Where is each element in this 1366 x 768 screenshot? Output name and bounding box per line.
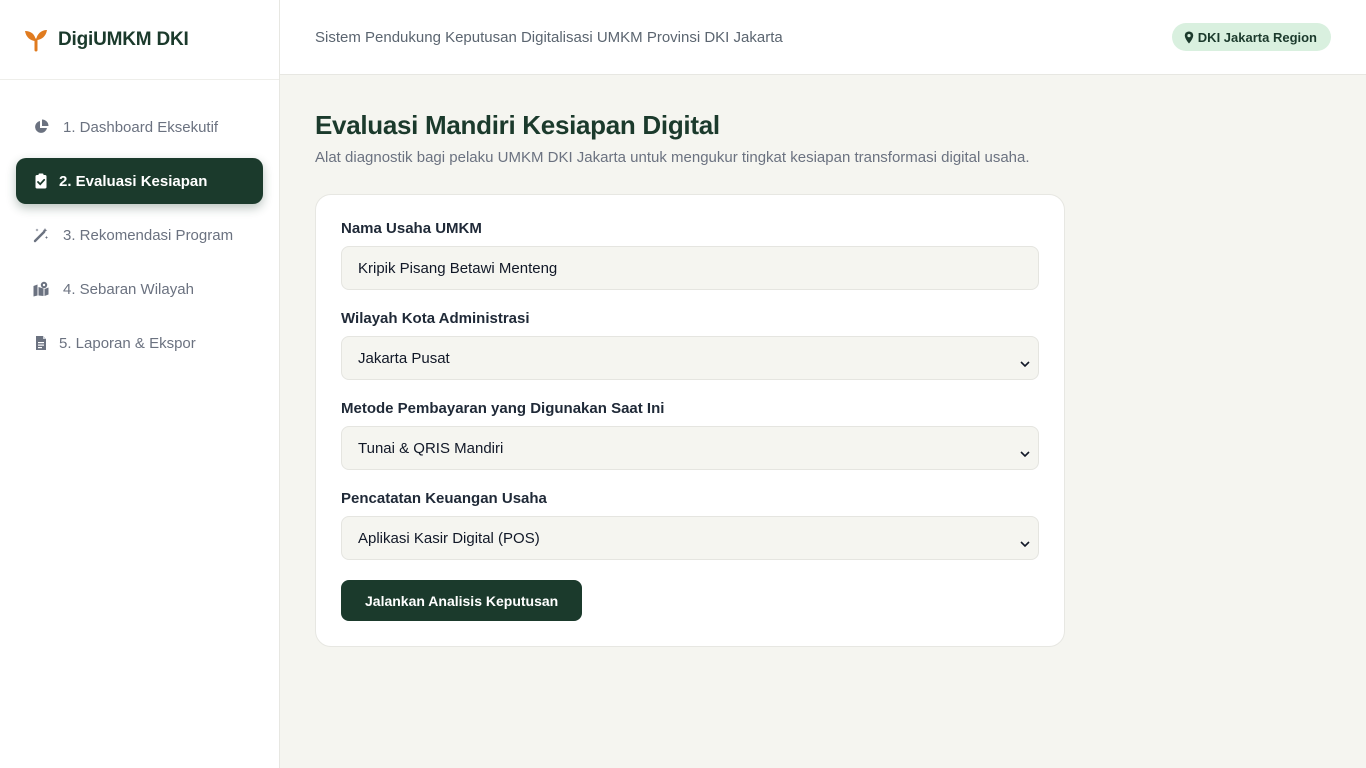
- system-subtitle: Sistem Pendukung Keputusan Digitalisasi UMKM Provinsi DKI Jakarta: [315, 28, 783, 46]
- bookkeeping-select[interactable]: [341, 516, 1039, 560]
- run-analysis-button[interactable]: Jalankan Analisis Keputusan: [341, 580, 582, 621]
- sidebar-item-label: 3. Rekomendasi Program: [63, 226, 234, 244]
- bookkeeping-field: [341, 490, 1039, 560]
- sidebar-item-dashboard[interactable]: [16, 104, 263, 150]
- region-select-value: Jakarta Pusat: [358, 349, 450, 367]
- map-pin-icon: [1184, 31, 1194, 44]
- region-badge-label: DKI Jakarta Region: [1197, 29, 1317, 45]
- sidebar-item-sebaran[interactable]: [16, 266, 263, 312]
- payment-label: Metode Pembayaran yang Digunakan Saat Ini: [341, 400, 665, 417]
- clipboard-check-icon: [33, 173, 49, 189]
- region-field: [341, 310, 1039, 380]
- evaluation-form-card: [315, 194, 1065, 647]
- business-name-label: Nama Usaha UMKM: [341, 220, 482, 237]
- payment-field: [341, 400, 1039, 470]
- document-icon: [33, 335, 49, 351]
- page-description: Alat diagnostik bagi pelaku UMKM DKI Jakarta untuk mengukur tingkat kesiapan transformasi digital usaha.: [315, 149, 1030, 166]
- chevron-down-icon: [1020, 445, 1030, 452]
- sidebar-item-laporan[interactable]: [16, 320, 263, 366]
- pie-chart-icon: [33, 119, 49, 135]
- sidebar-item-label: 5. Laporan & Ekspor: [59, 334, 196, 352]
- sidebar-item-label: 1. Dashboard Eksekutif: [63, 118, 219, 136]
- sidebar-item-label: 2. Evaluasi Kesiapan: [59, 172, 208, 190]
- payment-select-value: Tunai & QRIS Mandiri: [358, 439, 504, 457]
- payment-select[interactable]: [341, 426, 1039, 470]
- bookkeeping-label: Pencatatan Keuangan Usaha: [341, 490, 547, 507]
- sidebar-item-label: 4. Sebaran Wilayah: [63, 280, 194, 298]
- region-select[interactable]: [341, 336, 1039, 380]
- magic-wand-icon: [33, 227, 49, 243]
- region-label: Wilayah Kota Administrasi: [341, 310, 530, 327]
- region-badge: [1172, 23, 1331, 51]
- sidebar-item-rekomendasi[interactable]: [16, 212, 263, 258]
- sidebar-item-evaluasi[interactable]: [16, 158, 263, 204]
- app-name: DigiUMKM DKI: [58, 28, 189, 50]
- bookkeeping-select-value: Aplikasi Kasir Digital (POS): [358, 529, 540, 547]
- chevron-down-icon: [1020, 535, 1030, 542]
- business-name-input[interactable]: [341, 246, 1039, 290]
- map-location-icon: [33, 281, 49, 297]
- page-title: Evaluasi Mandiri Kesiapan Digital: [315, 110, 720, 140]
- topbar: [280, 0, 1366, 75]
- chevron-down-icon: [1020, 355, 1030, 362]
- main-content: [315, 110, 1030, 609]
- sidebar: [0, 0, 280, 768]
- brand[interactable]: [0, 0, 279, 80]
- business-name-field: [341, 220, 1039, 290]
- sidebar-nav: [0, 80, 279, 366]
- sprout-icon: [24, 28, 48, 52]
